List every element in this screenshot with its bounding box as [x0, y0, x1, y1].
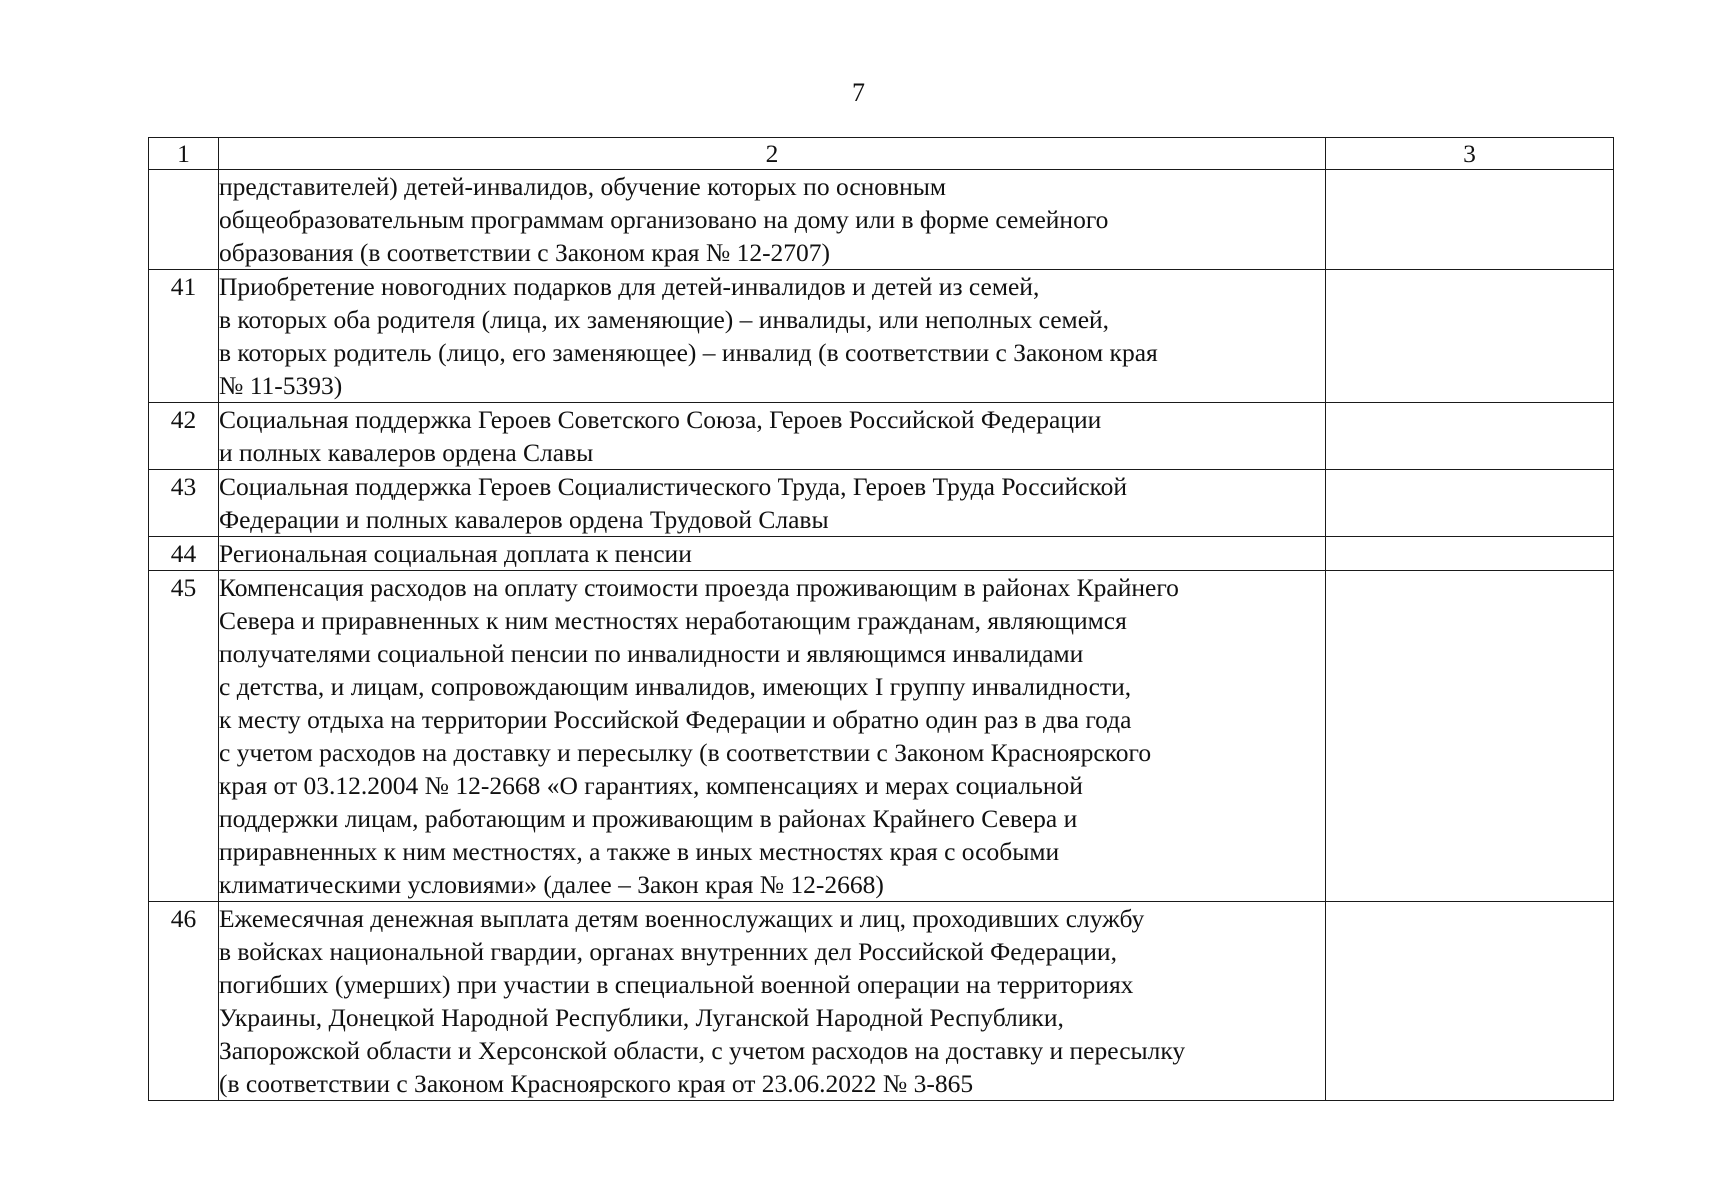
description-line: к месту отдыха на территории Российской Федерации и обратно один раз в два года	[219, 705, 1132, 734]
row-column-3-cell	[1326, 537, 1614, 571]
description-line: Запорожской области и Херсонской области, с учетом расходов на доставку и пересылку	[219, 1036, 1186, 1065]
row-number-cell: 43	[149, 470, 219, 537]
description-line: с детства, и лицам, сопровождающим инвалидов, имеющих I группу инвалидности,	[219, 672, 1132, 701]
row-description-cell	[219, 537, 1326, 571]
column-header-2: 2	[219, 138, 1326, 170]
row-description-cell	[219, 470, 1326, 537]
row-column-3-cell	[1326, 902, 1614, 1101]
description-line: с учетом расходов на доставку и пересылку (в соответствии с Законом Красноярского	[219, 738, 1152, 767]
description-line: Украины, Донецкой Народной Республики, Луганской Народной Республики,	[219, 1003, 1064, 1032]
description-line: Приобретение новогодних подарков для детей-инвалидов и детей из семей,	[219, 272, 1040, 301]
row-column-3-cell	[1326, 470, 1614, 537]
row-description-cell	[219, 403, 1326, 470]
row-number-cell: 44	[149, 537, 219, 571]
row-description-cell	[219, 170, 1326, 270]
table-row	[149, 537, 1614, 571]
table-row	[149, 403, 1614, 470]
description-line: приравненных к ним местностях, а также в иных местностях края с особыми	[219, 837, 1060, 866]
description-line: Региональная социальная доплата к пенсии	[219, 539, 692, 568]
row-number-cell: 41	[149, 270, 219, 403]
document-table	[148, 137, 1614, 1101]
table-row	[149, 571, 1614, 902]
row-column-3-cell	[1326, 270, 1614, 403]
row-description-cell	[219, 270, 1326, 403]
description-line: и полных кавалеров ордена Славы	[219, 438, 594, 467]
description-line: в войсках национальной гвардии, органах внутренних дел Российской Федерации,	[219, 937, 1117, 966]
description-line: Социальная поддержка Героев Социалистического Труда, Героев Труда Российской	[219, 472, 1128, 501]
description-line: Социальная поддержка Героев Советского Союза, Героев Российской Федерации	[219, 405, 1102, 434]
description-line: в которых родитель (лицо, его заменяющее) – инвалид (в соответствии с Законом края	[219, 338, 1158, 367]
row-number-cell: 42	[149, 403, 219, 470]
description-line: общеобразовательным программам организовано на дому или в форме семейного	[219, 205, 1109, 234]
description-line: Компенсация расходов на оплату стоимости проезда проживающим в районах Крайнего	[219, 573, 1179, 602]
description-line: Ежемесячная денежная выплата детям военнослужащих и лиц, проходивших службу	[219, 904, 1145, 933]
description-line: в которых оба родителя (лица, их заменяющие) – инвалиды, или неполных семей,	[219, 305, 1110, 334]
description-line: представителей) детей-инвалидов, обучение которых по основным	[219, 172, 946, 201]
page-number: 7	[852, 78, 865, 107]
row-number-cell: 45	[149, 571, 219, 902]
description-line: поддержки лицам, работающим и проживающим в районах Крайнего Севера и	[219, 804, 1078, 833]
table-header-row	[149, 138, 1614, 170]
column-header-1: 1	[149, 138, 219, 170]
table-row	[149, 902, 1614, 1101]
description-line: погибших (умерших) при участии в специальной военной операции на территориях	[219, 970, 1134, 999]
table-row	[149, 470, 1614, 537]
description-line: образования (в соответствии с Законом края № 12-2707)	[219, 238, 831, 267]
row-number-cell: 46	[149, 902, 219, 1101]
description-line: (в соответствии с Законом Красноярского края от 23.06.2022 № 3-865	[219, 1069, 974, 1098]
table-row	[149, 170, 1614, 270]
row-column-3-cell	[1326, 571, 1614, 902]
description-line: получателями социальной пенсии по инвалидности и являющимся инвалидами	[219, 639, 1084, 668]
column-header-3: 3	[1326, 138, 1614, 170]
description-line: Севера и приравненных к ним местностях неработающим гражданам, являющимся	[219, 606, 1127, 635]
table-row	[149, 270, 1614, 403]
description-line: края от 03.12.2004 № 12-2668 «О гарантиях, компенсациях и мерах социальной	[219, 771, 1083, 800]
description-line: Федерации и полных кавалеров ордена Трудовой Славы	[219, 505, 829, 534]
description-line: климатическими условиями» (далее – Закон края № 12-2668)	[219, 870, 884, 899]
row-number-cell	[149, 170, 219, 270]
row-column-3-cell	[1326, 403, 1614, 470]
description-line: № 11-5393)	[219, 371, 343, 400]
row-column-3-cell	[1326, 170, 1614, 270]
row-description-cell	[219, 571, 1326, 902]
row-description-cell	[219, 902, 1326, 1101]
